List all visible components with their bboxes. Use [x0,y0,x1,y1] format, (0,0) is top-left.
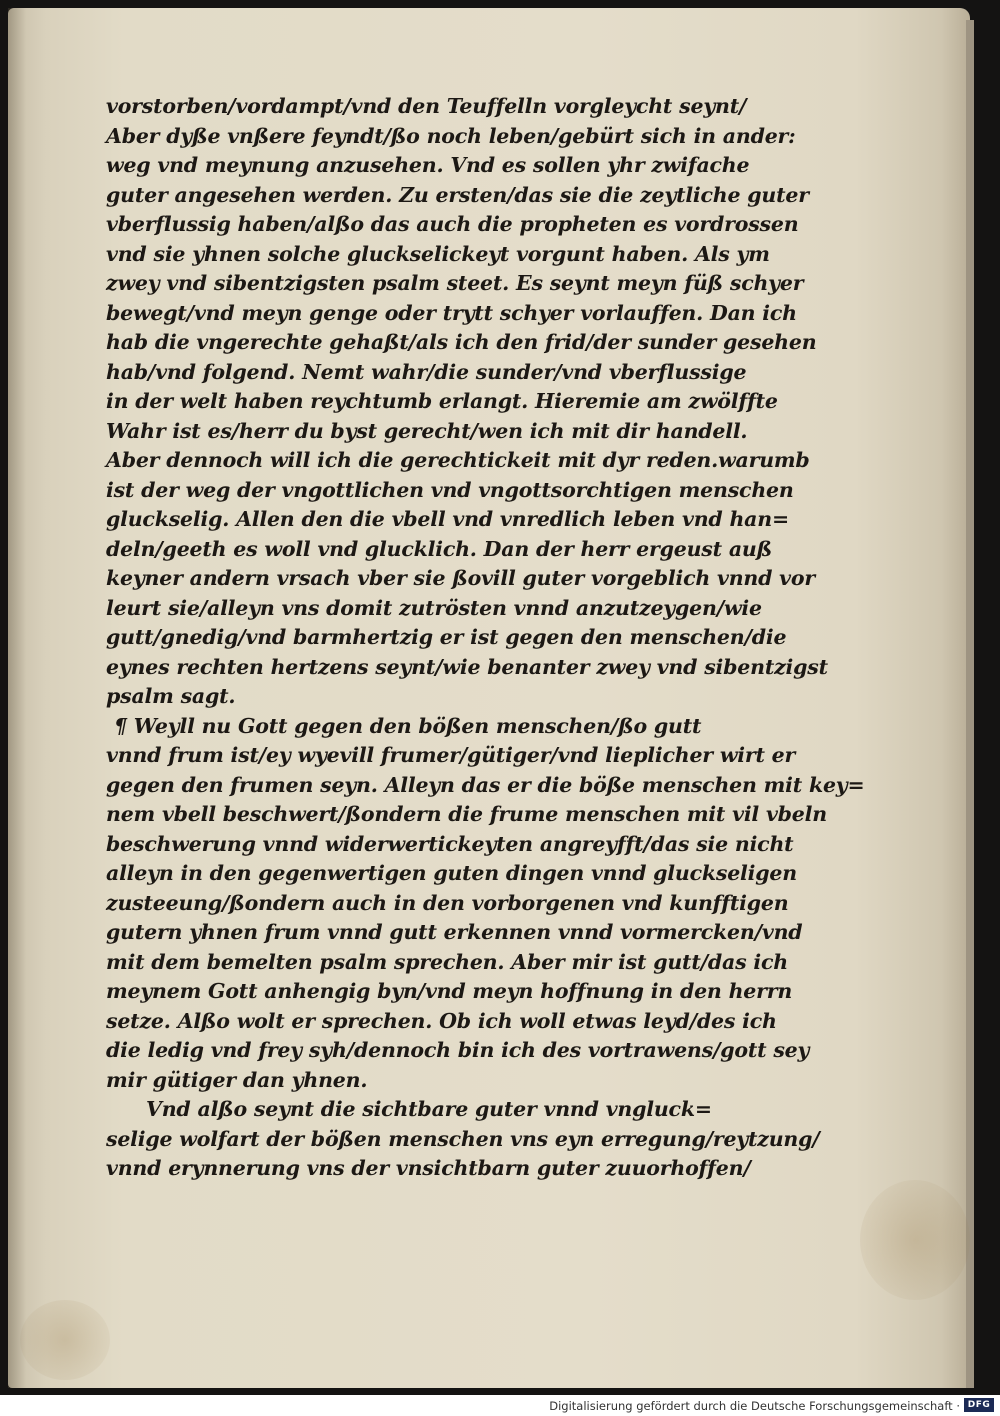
text-line: Wahr ist es/herr du byst gerecht/wen ich mit dir handell. [106,418,748,443]
digitization-credit-bar [0,1395,1000,1416]
blackletter-text-block [106,92,865,1180]
text-line: eynes rechten hertzens seynt/wie benanter zwey vnd sibentzigst [106,654,828,679]
text-line: vberflussig haben/alßo das auch die propheten es vordrossen [106,212,799,236]
paper-stain [860,1180,970,1300]
paragraph-start-line: Vnd alßo seynt die sichtbare guter vnnd vngluck= [146,1097,712,1121]
page-edge-right [966,20,974,1388]
text-line: zwey vnd sibentzigsten psalm steet. Es seynt meyn füß schyer [106,271,804,295]
text-line: selige wolfart der bößen menschen vns eyn erregung/reytzung/ [106,1126,820,1151]
text-line: vnd sie yhnen solche gluckselickeyt vorgunt haben. Als ym [106,241,770,266]
text-line: meynem Gott anhengig byn/vnd meyn hoffnung in den herrn [106,979,793,1003]
text-line: zusteeung/ßondern auch in den vorborgenen vnd kunfftigen [106,890,789,915]
text-line: gegen den frumen seyn. Alleyn das er die böße menschen mit key= [106,772,865,797]
text-line: vnnd erynnerung vns der vnsichtbarn guter zuuorhoffen/ [106,1156,751,1180]
text-line: beschwerung vnnd widerwertickeyten angreyfft/das sie nicht [106,831,794,856]
text-line: hab/vnd folgend. Nemt wahr/die sunder/vnd vberflussige [106,359,747,384]
text-line: vnnd frum ist/ey wyevill frumer/gütiger/vnd lieplicher wirt er [106,743,796,767]
text-line: vorstorben/vordampt/vnd den Teuffelln vorgleycht seynt/ [106,94,747,118]
text-line: weg vnd meynung anzusehen. Vnd es sollen yhr zwifache [106,153,750,177]
dfg-logo: DFG [964,1398,994,1412]
text-line: deln/geeth es woll vnd glucklich. Dan der herr ergeust auß [106,536,773,561]
text-line: Aber dyße vnßere feyndt/ßo noch leben/gebürt sich in ander: [106,123,796,148]
text-line: leurt sie/alleyn vns domit zutrösten vnnd anzutzeygen/wie [106,595,762,620]
text-line: gutern yhnen frum vnnd gutt erkennen vnnd vormercken/vnd [106,920,803,944]
text-line: mit dem bemelten psalm sprechen. Aber mir ist gutt/das ich [106,949,788,974]
page-edge-shadow [8,8,26,1388]
text-line: hab die vngerechte gehaßt/als ich den frid/der sunder gesehen [106,330,817,354]
text-line: psalm sagt. [106,684,236,708]
text-line: gluckselig. Allen den die vbell vnd vnredlich leben vnd han= [106,507,789,531]
text-line: mir gütiger dan yhnen. [106,1067,368,1092]
text-line: alleyn in den gegenwertigen guten dingen vnnd gluckseligen [106,861,797,885]
text-line: bewegt/vnd meyn genge oder trytt schyer vorlauffen. Dan ich [106,300,797,325]
funding-credit-text: Digitalisierung gefördert durch die Deutsche Forschungsgemeinschaft · [549,1399,960,1413]
text-line: die ledig vnd frey syh/dennoch bin ich des vortrawens/gott sey [106,1038,810,1062]
text-line: in der welt haben reychtumb erlangt. Hieremie am zwölffte [106,389,778,413]
paper-stain [20,1300,110,1380]
text-line: Aber dennoch will ich die gerechtickeit mit dyr reden.warumb [106,448,810,472]
text-line: ist der weg der vngottlichen vnd vngottsorchtigen menschen [106,477,794,502]
text-line: setze. Alßo wolt er sprechen. Ob ich woll etwas leyd/des ich [106,1008,777,1033]
paragraph-start-line: ¶ Weyll nu Gott gegen den bößen menschen/ßo gutt [114,713,702,738]
text-line: nem vbell beschwert/ßondern die frume menschen mit vil vbeln [106,802,827,826]
text-line: guter angesehen werden. Zu ersten/das sie die zeytliche guter [106,182,809,207]
text-line: gutt/gnedig/vnd barmhertzig er ist gegen den menschen/die [106,625,787,649]
text-line: keyner andern vrsach vber sie ßovill guter vorgeblich vnnd vor [106,566,815,590]
